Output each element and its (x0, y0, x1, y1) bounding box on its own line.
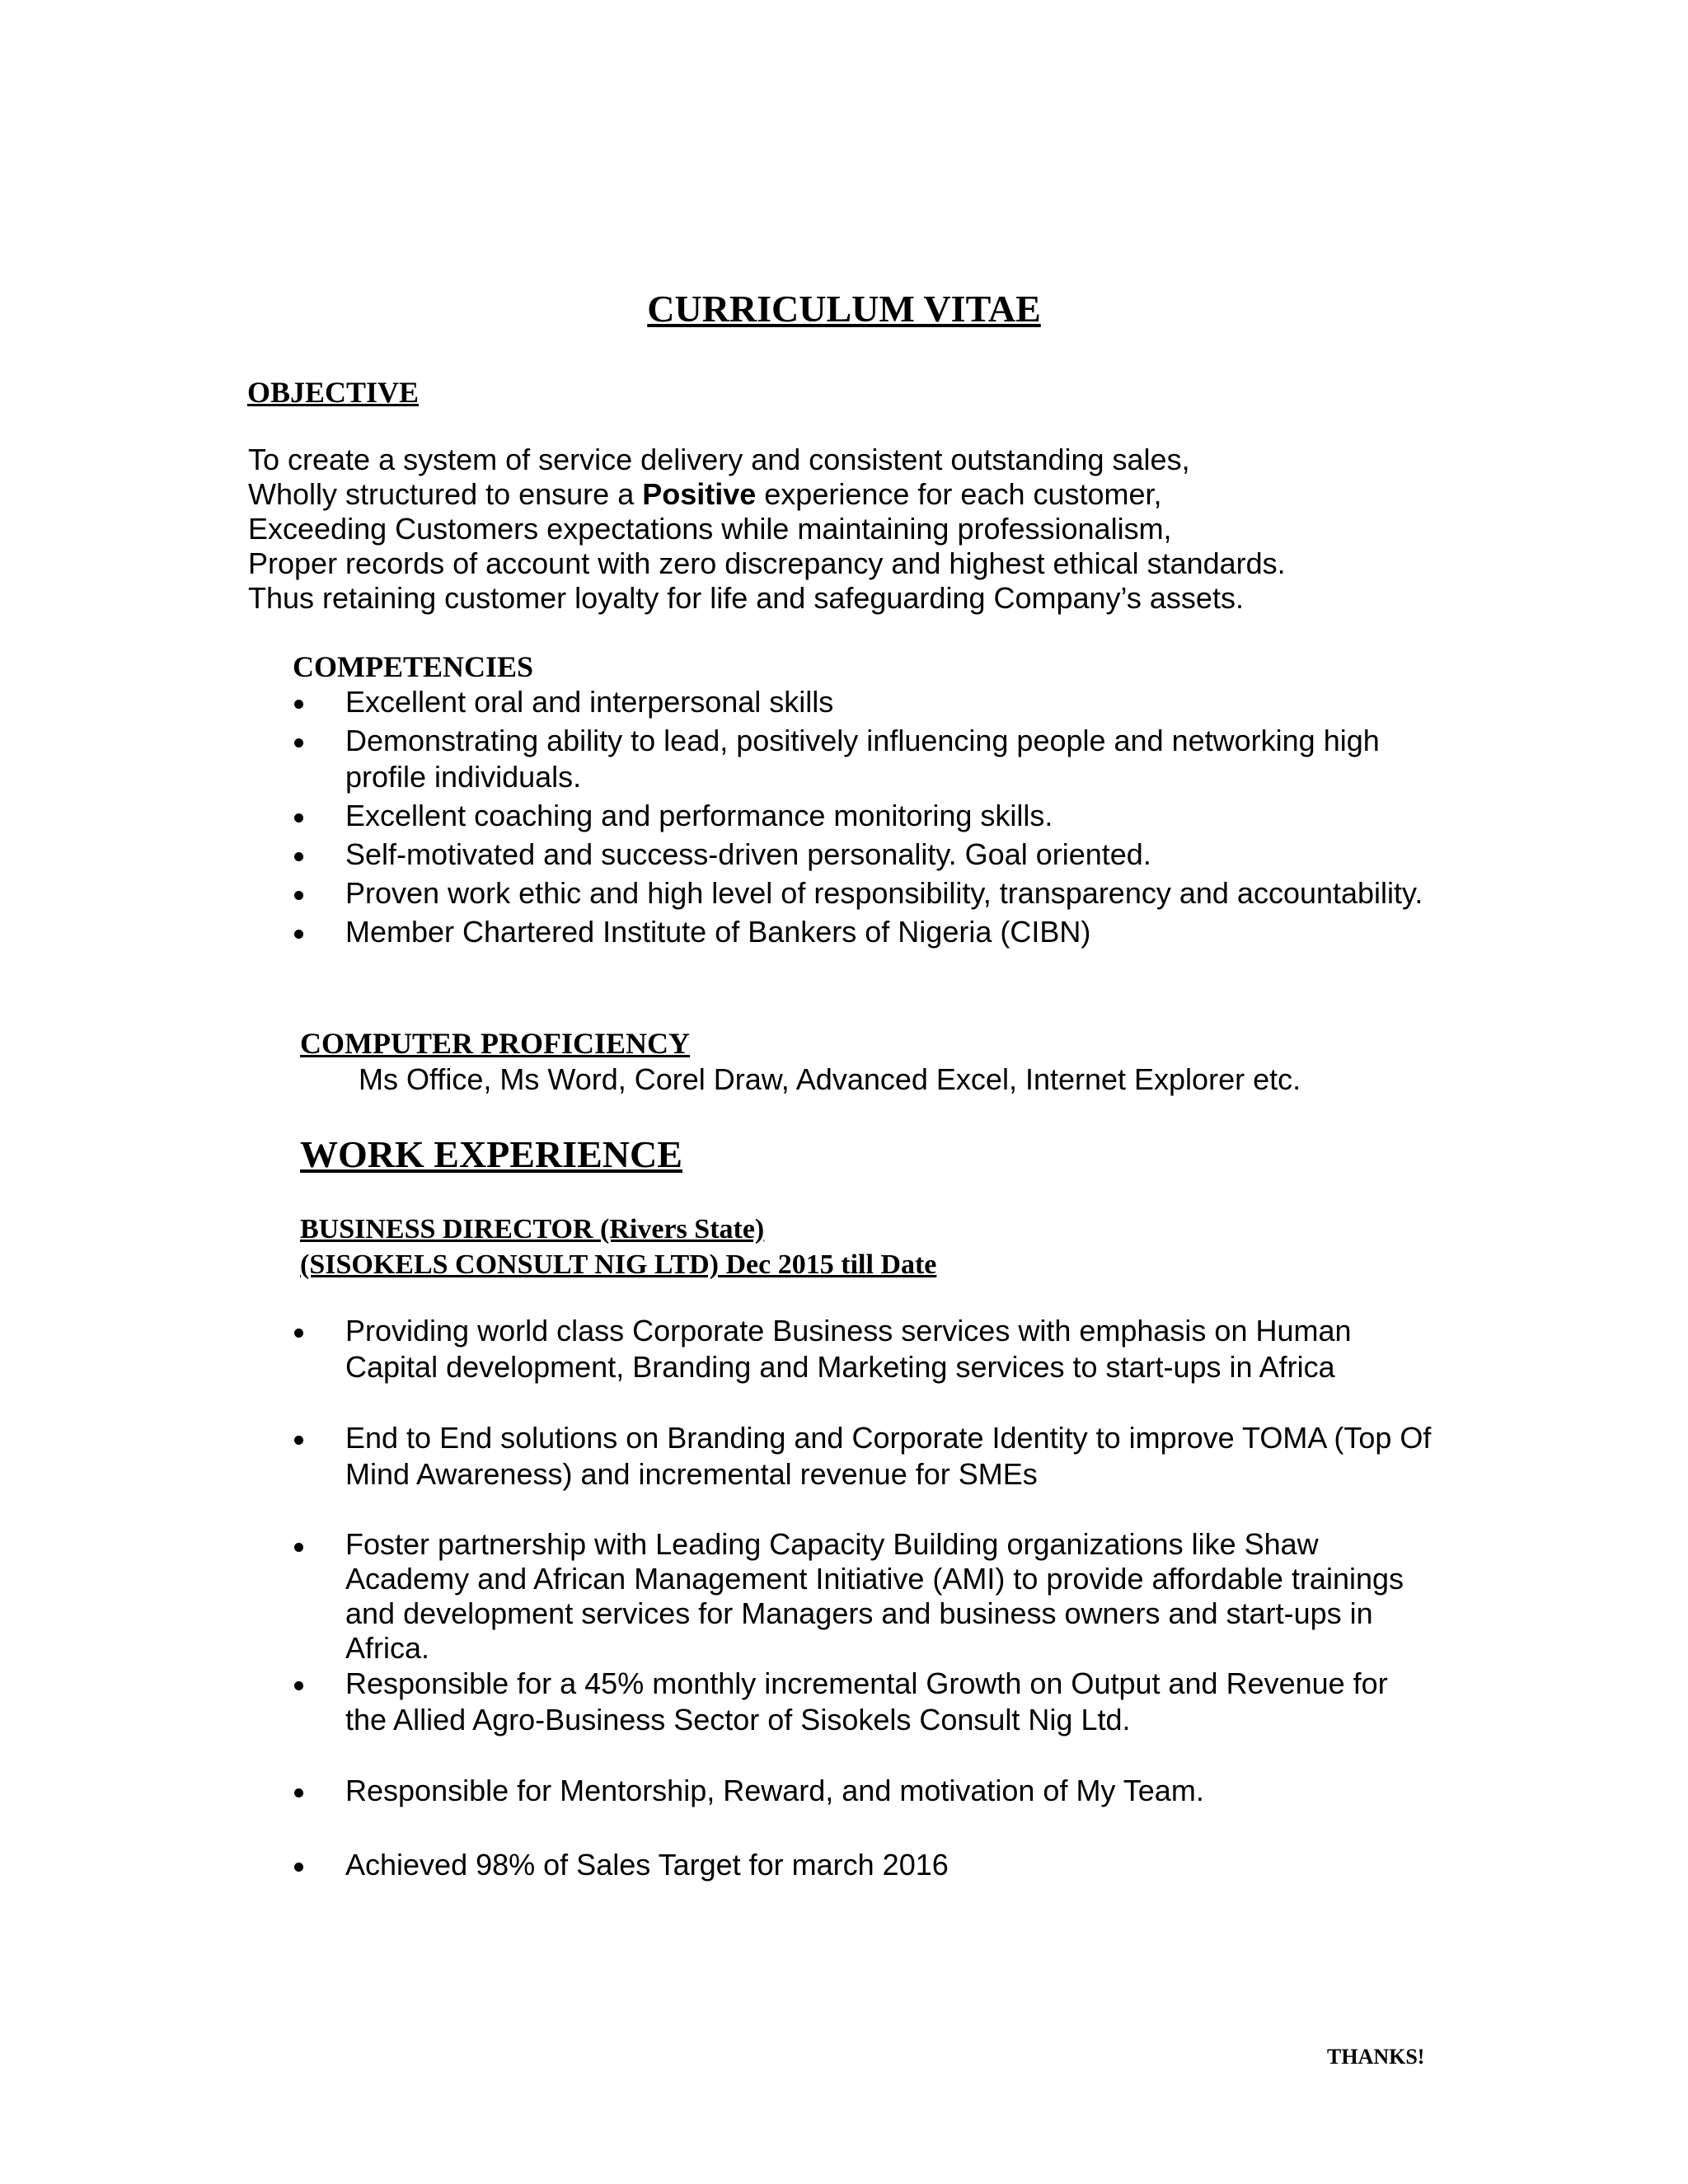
list-item: Proven work ethic and high level of responsibility, transparency and accountability. (294, 875, 1432, 912)
bullet-icon (294, 1863, 303, 1872)
list-item: Responsible for Mentorship, Reward, and motivation of My Team. (294, 1773, 1432, 1809)
list-item: Achieved 98% of Sales Target for march 2016 (294, 1847, 1432, 1883)
bullet-icon (294, 1329, 303, 1338)
bullet-icon (294, 738, 303, 748)
job-title-company: (SISOKELS CONSULT NIG LTD) Dec 2015 till Date (300, 1249, 937, 1280)
objective-emphasis: Positive (642, 477, 757, 511)
work-experience-heading: WORK EXPERIENCE (300, 1133, 682, 1175)
bullet-icon (294, 700, 303, 709)
objective-line: Wholly structured to ensure a Positive experience for each customer, (248, 477, 1162, 511)
bullet-icon (294, 1436, 303, 1445)
list-item: Foster partnership with Leading Capacity Building organizations like Shaw Academy and African Management Initiative (AMI) to provide affordable trainings and development services for Managers and business owners and start-ups in Africa. (294, 1527, 1432, 1666)
computer-proficiency-heading: COMPUTER PROFICIENCY (300, 1027, 690, 1060)
work-experience-list (294, 1313, 1432, 1883)
bullet-icon (294, 813, 303, 823)
bullet-icon (294, 1543, 303, 1552)
objective-heading: OBJECTIVE (247, 376, 420, 409)
list-item: Excellent coaching and performance monitoring skills. (294, 798, 1432, 834)
objective-line: Exceeding Customers expectations while maintaining professionalism, (248, 512, 1172, 546)
list-item: Providing world class Corporate Business services with emphasis on Human Capital development, Branding and Marketing services to start-ups in Africa (294, 1313, 1432, 1385)
bullet-icon (294, 1788, 303, 1797)
closing-text: THANKS! (1327, 2045, 1425, 2069)
bullet-icon (294, 852, 303, 861)
objective-line: To create a system of service delivery and consistent outstanding sales, (248, 443, 1190, 476)
objective-paragraph (248, 443, 1286, 616)
list-item: Member Chartered Institute of Bankers of Nigeria (CIBN) (294, 914, 1432, 950)
bullet-icon (294, 930, 303, 939)
list-item: Demonstrating ability to lead, positively influencing people and networking high profile individuals. (294, 723, 1432, 795)
list-item: Self-motivated and success-driven personality. Goal oriented. (294, 837, 1432, 873)
competencies-heading: COMPETENCIES (293, 650, 534, 683)
list-item: End to End solutions on Branding and Corporate Identity to improve TOMA (Top Of Mind Awareness) and incremental revenue for SMEs (294, 1420, 1432, 1493)
job-title-role: BUSINESS DIRECTOR (Rivers State) (300, 1214, 765, 1244)
document-title: CURRICULUM VITAE (647, 288, 1041, 330)
bullet-icon (294, 1681, 303, 1690)
list-item: Responsible for a 45% monthly incremental Growth on Output and Revenue for the Allied Agro-Business Sector of Sisokels Consult Nig Ltd. (294, 1666, 1432, 1738)
computer-proficiency-text: Ms Office, Ms Word, Corel Draw, Advanced Excel, Internet Explorer etc. (359, 1062, 1301, 1096)
competencies-list (294, 684, 1432, 950)
objective-line: Thus retaining customer loyalty for life and safeguarding Company’s assets. (248, 581, 1244, 615)
bullet-icon (294, 891, 303, 900)
objective-line: Proper records of account with zero discrepancy and highest ethical standards. (248, 546, 1286, 580)
list-item: Excellent oral and interpersonal skills (294, 684, 1432, 720)
job-title (300, 1212, 936, 1282)
